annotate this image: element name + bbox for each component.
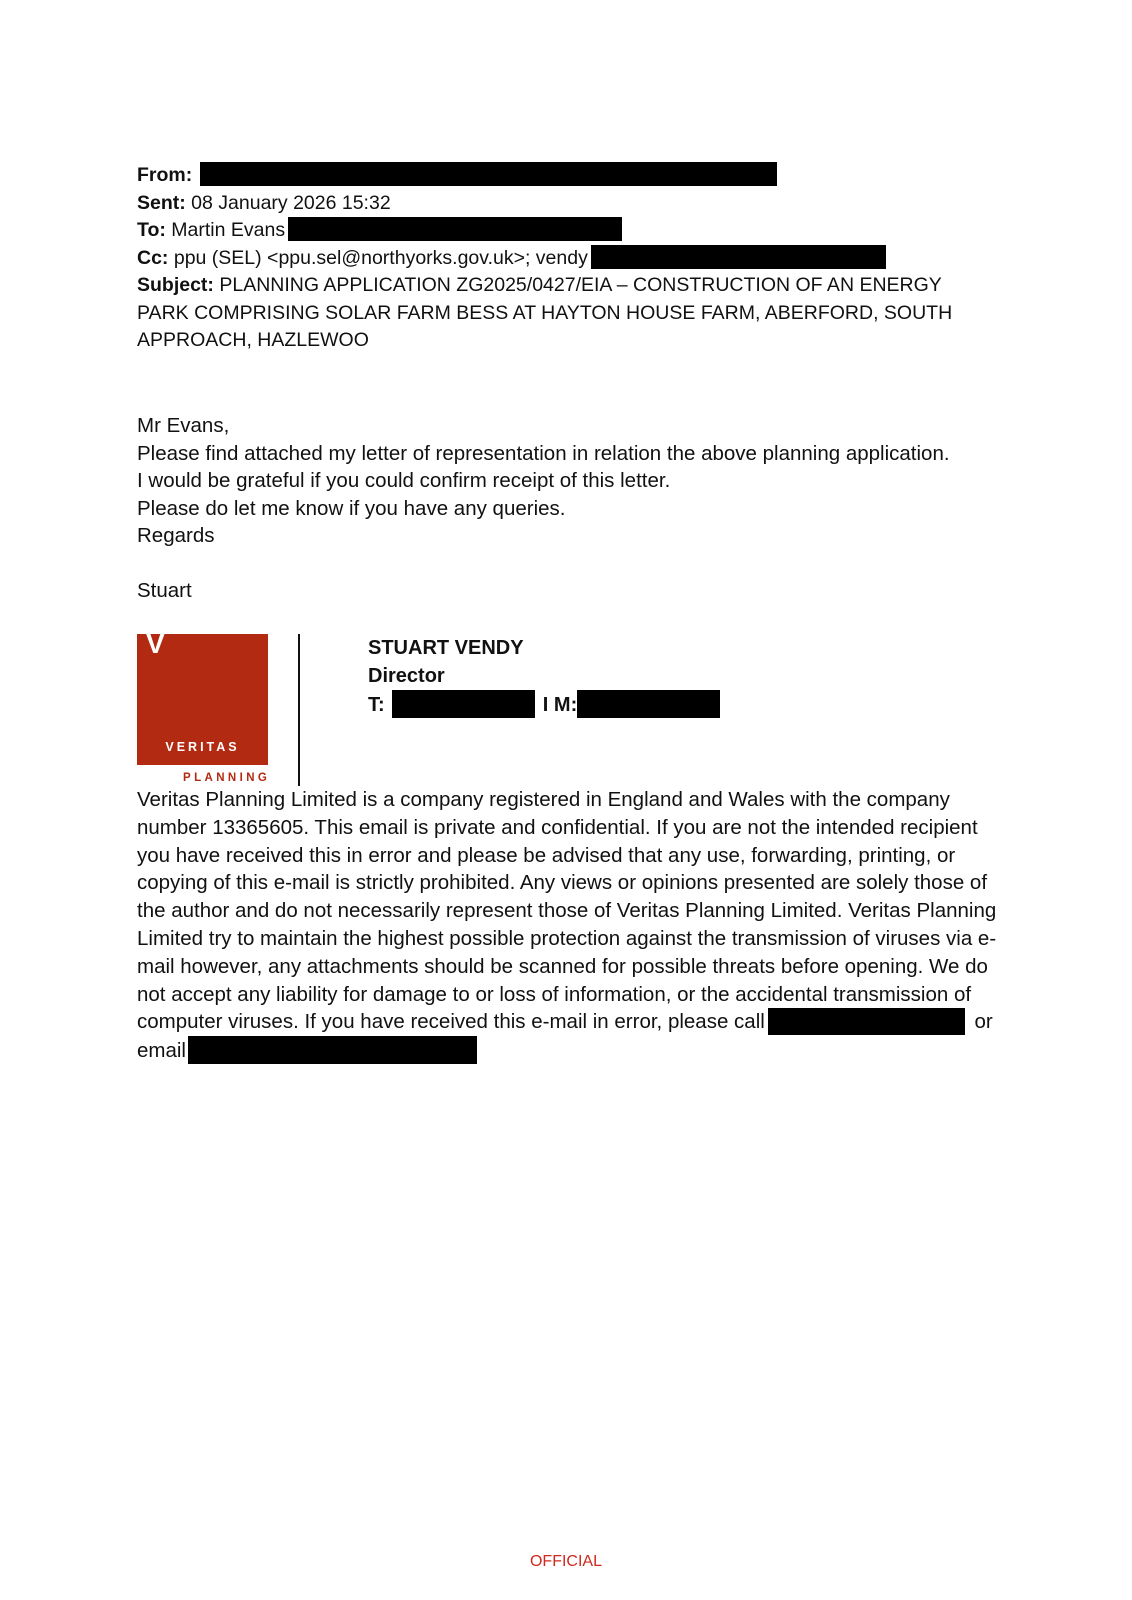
- signature-divider: [298, 634, 300, 786]
- salutation: Mr Evans,: [137, 414, 230, 437]
- phone-label: T:: [368, 694, 385, 716]
- redacted-contact-phone: [768, 1008, 965, 1035]
- signature-block: [368, 634, 720, 719]
- legal-disclaimer: [137, 786, 1007, 1065]
- body-line-3: Please do let me know if you have any queries.: [137, 496, 566, 520]
- redacted-contact-email: [188, 1036, 477, 1064]
- body-line-2: I would be grateful if you could confirm receipt of this letter.: [137, 469, 671, 492]
- redacted-phone: [392, 690, 535, 718]
- mobile-label: I M:: [542, 694, 578, 716]
- signoff: Stuart: [137, 579, 192, 602]
- logo-mark: V: [146, 628, 165, 659]
- from-label: From:: [137, 164, 193, 186]
- redacted-from: [200, 162, 777, 186]
- email-header: [137, 162, 997, 355]
- disclaimer-text: Veritas Planning Limited is a company registered in England and Wales with the company number 13365605. This email is private and confidential. If you are not the intended recipient you have received this in error and please be advised that any use, forwarding, printing, or copying of this e-mail is strictly prohibited. Any views or opinions presented are solely those of the author and do not necessarily represent those of Veritas Planning Limited. Veritas Planning Limited try to maintain the highest possible protection against the transmission of viruses via e-mail however, any attachments should be scanned for possible threats before opening. We do not accept any liability for damage to or loss of information, or the accidental transmission of computer viruses. If you have received this e-mail in error, please call: [137, 788, 997, 1034]
- veritas-logo: [137, 628, 268, 765]
- logo-word: VERITAS: [165, 740, 240, 754]
- sent-value: 08 January 2026 15:32: [191, 191, 391, 214]
- redacted-mobile: [577, 690, 720, 718]
- body-line-1: Please find attached my letter of representation in relation the above planning application.: [137, 441, 950, 465]
- sent-label: Sent:: [137, 191, 186, 214]
- to-row: [137, 217, 997, 245]
- signature-title: Director: [368, 665, 445, 687]
- subject-value: PLANNING APPLICATION ZG2025/0427/EIA – CONSTRUCTION OF AN ENERGY PARK COMPRISING SOLAR FARM BESS AT HAYTON HOUSE FARM, ABERFORD, SOUTH APPROACH, HAZLEWOO: [137, 274, 953, 351]
- redacted-to-address: [288, 217, 622, 241]
- signature-phones: [368, 690, 720, 719]
- subject-label: Subject:: [137, 274, 214, 296]
- signature-name: STUART VENDY: [368, 637, 524, 659]
- closing: Regards: [137, 524, 215, 547]
- logo-subtitle: PLANNING: [183, 772, 271, 784]
- cc-value: ppu (SEL) <ppu.sel@northyorks.gov.uk>; vendy: [173, 246, 588, 269]
- to-label: To:: [137, 219, 166, 241]
- to-value: Martin Evans: [171, 219, 286, 241]
- message-body: [137, 412, 1007, 605]
- redacted-cc-address: [591, 245, 886, 269]
- subject-row: [137, 272, 997, 355]
- cc-row: [137, 245, 997, 273]
- from-row: [137, 162, 997, 190]
- sent-row: [137, 190, 997, 218]
- disclaimer-email-label: email: [137, 1039, 186, 1063]
- disclaimer-or: or: [974, 1010, 993, 1034]
- classification-footer: OFFICIAL: [529, 1553, 602, 1570]
- cc-label: Cc:: [137, 246, 169, 269]
